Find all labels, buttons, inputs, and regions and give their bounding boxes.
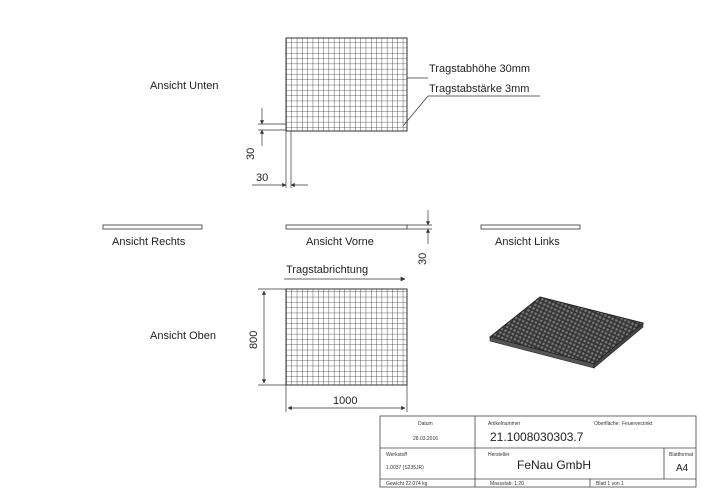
label-bar-height: Tragstabhöhe 30mm: [429, 63, 531, 75]
label-view-front: Ansicht Vorne: [306, 236, 374, 248]
isometric-view-grating: [490, 297, 643, 368]
tb-sheet: Blatt 1 von 1: [596, 481, 624, 487]
label-bar-thickness: Tragstabstärke 3mm: [429, 83, 530, 95]
label-bar-direction: Tragstabrichtung: [286, 264, 369, 276]
dimension-bottom-vertical: [258, 108, 286, 146]
bottom-view-grating: [286, 38, 407, 131]
front-view-plate: [286, 225, 407, 229]
tb-surface-label: Oberfläche:: [594, 421, 620, 427]
top-view-grating: [286, 289, 407, 385]
dim-top-width-value: 1000: [333, 395, 358, 407]
dimension-front-height: [407, 210, 432, 244]
dimension-top-height: [258, 289, 286, 385]
dim-bottom-horizontal-value: 30: [256, 172, 269, 184]
left-view-plate: [481, 225, 580, 229]
tb-date-value: 28.03.2016: [413, 436, 439, 442]
tb-surface-value: Feuerverzinkt: [622, 421, 653, 427]
tb-material-value: 1.0037 (S235JR): [386, 465, 424, 471]
tb-date-label: Datum: [418, 421, 433, 427]
tb-format-value: A4: [676, 463, 689, 474]
dim-front-height-value: 30: [417, 252, 429, 265]
tb-article-value: 21.1008030303.7: [490, 430, 584, 444]
tb-weight: Gewicht 22.074 kg: [386, 481, 428, 487]
dim-bottom-vertical-value: 30: [245, 147, 257, 160]
tb-format-label: Blattformat: [669, 452, 694, 458]
tb-maker-value: FeNau GmbH: [517, 458, 592, 472]
tb-maker-label: Hersteller: [488, 452, 510, 458]
dim-top-height-value: 800: [248, 330, 260, 349]
tb-material-label: Werkstoff: [386, 452, 407, 458]
label-view-right: Ansicht Rechts: [112, 236, 186, 248]
label-view-top: Ansicht Oben: [150, 330, 217, 342]
label-view-bottom: Ansicht Unten: [150, 80, 219, 92]
tb-article-label: Artikelnummer: [488, 421, 521, 427]
label-view-left: Ansicht Links: [495, 236, 560, 248]
tb-scale: Massstab: 1:20: [490, 481, 524, 487]
right-view-plate: [103, 225, 202, 229]
